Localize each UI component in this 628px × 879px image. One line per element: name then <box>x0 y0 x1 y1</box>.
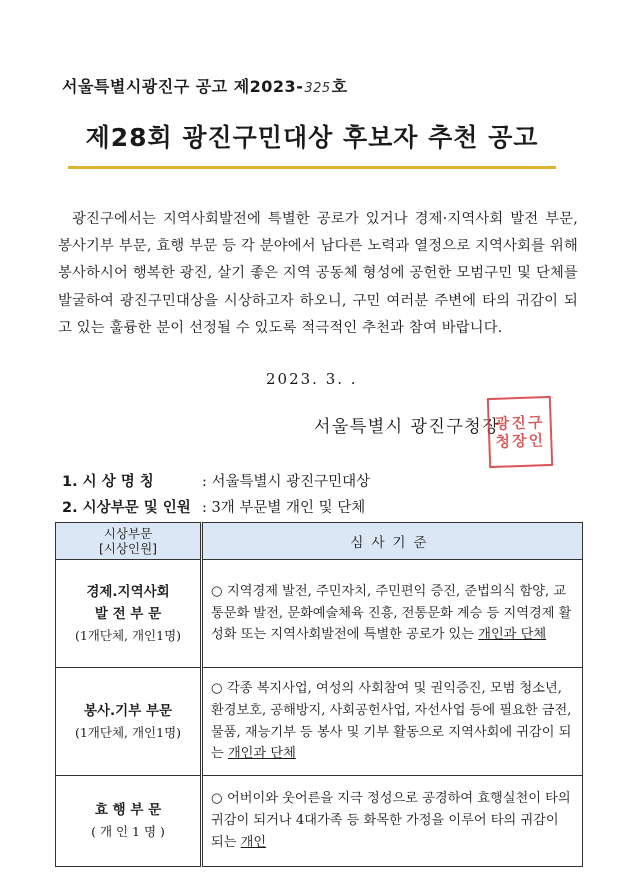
bullet-circle-icon: ○ <box>211 583 223 599</box>
category-name: 경제.지역사회 <box>86 583 170 600</box>
header-category-line2: [시상인원] <box>98 541 158 556</box>
criteria-cell <box>202 668 583 776</box>
notice-date: 2023. 3. . <box>266 370 358 388</box>
criteria-table <box>55 522 583 867</box>
header-criteria: 심사기준 <box>202 523 583 560</box>
table-row <box>56 776 583 867</box>
bullet-circle-icon: ○ <box>211 680 223 696</box>
category-count: (1개단체, 개인1명) <box>74 724 182 740</box>
table-header-row <box>56 523 583 560</box>
category-cell <box>56 668 202 776</box>
notice-prefix: 서울특별시광진구 공고 제2023- <box>62 77 304 96</box>
body-paragraph: 광진구에서는 지역사회발전에 특별한 공로가 있거나 경제·지역사회 발전 부문, 봉사기부 부문, 효행 부문 등 각 분야에서 남다른 노력과 열정으로 지역사회를 위해 봉사하시어 행복한 광진, 살기 좋은 지역 공동체 형성에 공헌한 모범구민 및 단체를 발굴하여 광진구민대상을 시상하고자 하오니, 구민 여러분 주변에 타의 귀감이 되고 있는 훌륭한 분이 선정될 수 있도록 적극적인 추천과 참여 바랍니다. <box>58 211 578 336</box>
category-cell <box>56 776 202 867</box>
category-count: (1개단체, 개인1명) <box>74 627 182 643</box>
table-row <box>56 668 583 776</box>
criteria-text: 지역경제 발전, 주민자치, 주민편익 증진, 준법의식 함양, 교통문화 발전, 문화예술체육 진흥, 전통문화 계승 등 지역경제 활성화 또는 지역사회발전에 특별한 공로가 있는 <box>211 583 572 643</box>
header-category <box>56 523 202 560</box>
signer-name: 서울특별시 광진구청장 <box>314 417 501 437</box>
criteria-cell <box>202 776 583 867</box>
table-row <box>56 560 583 668</box>
category-name-line2: 발 전 부 문 <box>94 605 162 622</box>
category-count: ( 개 인 1 명 ) <box>91 824 165 839</box>
criteria-target: 개인과 단체 <box>227 746 296 762</box>
criteria-cell <box>202 560 583 668</box>
info-label: 2. 시상부문 및 인원 <box>62 500 191 516</box>
category-cell <box>56 560 202 668</box>
category-name: 효 행 부 문 <box>94 802 162 818</box>
info-award-categories <box>62 496 365 517</box>
title-underline <box>68 166 556 169</box>
criteria-target: 개인 <box>240 834 267 850</box>
notice-number-handwritten: 325 <box>304 81 331 96</box>
bullet-circle-icon: ○ <box>211 791 223 807</box>
info-value: : 3개 부문별 개인 및 단체 <box>202 500 366 516</box>
criteria-text: 어버이와 웃어른을 지극 정성으로 공경하여 효행실천이 타의 귀감이 되거나 4대가족 등 화목한 가정을 이루어 타의 귀감이 되는 <box>211 791 571 850</box>
header-category-line1: 시상부문 <box>103 526 153 541</box>
info-label: 1. 시 상 명 칭 <box>62 474 154 490</box>
seal-line-1: 광진구 <box>494 413 545 433</box>
notice-number-line <box>62 74 348 97</box>
seal-line-2: 청장인 <box>495 431 546 451</box>
info-value: : 서울특별시 광진구민대상 <box>202 474 371 490</box>
info-award-name <box>62 470 370 491</box>
criteria-text: 각종 복지사업, 여성의 사회참여 및 권익증진, 모범 청소년, 환경보호, 공해방지, 사회공헌사업, 자선사업 등에 필요한 금전, 물품, 재능기부 등 봉사 및 기부 활동으로 지역사회에 귀감이 되는 <box>211 680 572 762</box>
page-title: 제28회 광진구민대상 후보자 추천 공고 <box>85 123 539 152</box>
category-name: 봉사.기부 부문 <box>83 702 173 719</box>
criteria-target: 개인과 단체 <box>478 627 547 643</box>
notice-suffix: 호 <box>331 77 348 96</box>
official-seal-stamp <box>487 396 553 468</box>
